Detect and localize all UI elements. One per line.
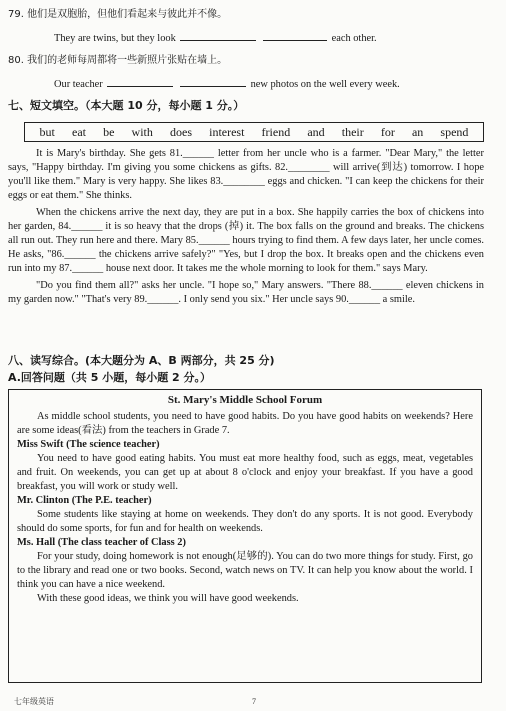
section8-title: 八、读写综合。(本大题分为 A、B 两部分，共 25 分) xyxy=(8,354,275,367)
forum-closing: With these good ideas, we think you will have good weekends. xyxy=(37,593,299,605)
q79-blank-1[interactable] xyxy=(180,30,256,41)
word-bank-item: interest xyxy=(209,124,245,139)
section7-title: 七、短文填空。（本大题 10 分，每小题 1 分。） xyxy=(8,99,245,112)
footer-subject: 七年级英语 xyxy=(14,697,54,706)
forum-text-swift: You need to have good eating habits. You must eat more healthy food, such as eggs, meat, vegetables and fruit. On weekends, you can get up at about 8 o'clock and enjoy your breakfast. If you have a good breakfast, you will work or study well. xyxy=(17,452,473,493)
word-bank-item: be xyxy=(103,124,115,139)
word-bank-item: eat xyxy=(72,124,86,139)
forum-passage-box xyxy=(8,389,482,683)
forum-text-hall: For your study, doing homework is not enough(足够的). You can do two more things for study. First, go to the library and read one or two books. Second, watch news on TV. It can help you know about the world. I think you can have a nice weekend. xyxy=(17,551,473,591)
q80-number: 80. xyxy=(8,55,24,66)
word-bank-item: with xyxy=(131,124,153,139)
word-bank-item: but xyxy=(39,124,55,139)
cloze-paragraph-1: It is Mary's birthday. She gets 81.______ letter from her uncle who is a farmer. "Dear Mary," the letter says, "Happy birthday. I'm giving you some chickens as gifts. 82.________ will arrive(到达) tomorrow. I hope you'll like them." Mary is very happy. She likes 83.________ eggs and chicken. "I can keep the chickens for their eggs or eat them." She thinks. xyxy=(8,148,484,202)
word-bank-item: an xyxy=(411,124,424,139)
word-bank-item: their xyxy=(341,124,364,139)
q79-en-after: each other. xyxy=(331,33,377,44)
q79-cn-text: 他们是双胞胎，但他们看起来与彼此并不像。 xyxy=(27,9,228,20)
forum-heading-clinton: Mr. Clinton (The P.E. teacher) xyxy=(17,495,152,507)
word-bank xyxy=(24,122,484,142)
word-bank-item: and xyxy=(307,124,325,139)
word-bank-item: for xyxy=(380,124,395,139)
word-bank-item: does xyxy=(170,124,192,139)
cloze-paragraph-3: "Do you find them all?" asks her uncle. "I hope so," Mary answers. "There 88.______ eleven chickens in my garden now." "That's very 89.______. I only send you six." Her uncle says 90.______ a smile. xyxy=(8,280,484,306)
forum-title: St. Mary's Middle School Forum xyxy=(167,394,323,406)
cloze-paragraph-2: When the chickens arrive the next day, they are put in a box. She happily carries the box of chickens into her garden, 84.______ it is so heavy that the drops (掉) it. The box falls on the ground and breaks. The chickens all run out. They run here and there. Mary 85.______ hours trying to find them. A few days later, her uncle comes. He asks, "86.______ the chickens arrive safely?" "Yes, but I drop the box. It breaks open and the chickens even run into my 87.______ house next door. It takes me the whole morning to look for them." says Mary. xyxy=(8,207,484,275)
q79-english xyxy=(54,30,377,46)
forum-text-clinton: Some students like staying at home on weekends. They don't do any sports. It is not good. Everybody should do some sports, for fun and for health on weekends. xyxy=(17,509,473,535)
forum-intro: As middle school students, you need to have good habits. Do you have good habits on weekends? Here are some ideas(看法) from the teachers in Grade 7. xyxy=(17,410,473,436)
word-bank-item: spend xyxy=(440,124,469,139)
q80-cn-text: 我们的老师每周都将一些新照片张贴在墙上。 xyxy=(27,55,228,66)
q80-chinese xyxy=(8,54,227,68)
word-bank-item: friend xyxy=(261,124,291,139)
q79-number: 79. xyxy=(8,9,24,20)
q80-blank-1[interactable] xyxy=(107,76,173,87)
section8-subtitle: A.回答问题（共 5 小题，每小题 2 分。） xyxy=(8,371,212,384)
q79-en-before: They are twins, but they look xyxy=(54,33,176,44)
forum-heading-swift: Miss Swift (The science teacher) xyxy=(17,438,160,450)
forum-heading-hall: Ms. Hall (The class teacher of Class 2) xyxy=(17,537,186,549)
cloze-passage xyxy=(8,147,484,308)
page-number: 7 xyxy=(252,697,256,706)
q80-en-after: new photos on the well every week. xyxy=(250,79,400,90)
q79-blank-2[interactable] xyxy=(263,30,327,41)
q80-en-before: Our teacher xyxy=(54,79,103,90)
q79-chinese xyxy=(8,8,227,22)
q80-english xyxy=(54,76,400,92)
q80-blank-2[interactable] xyxy=(180,76,246,87)
